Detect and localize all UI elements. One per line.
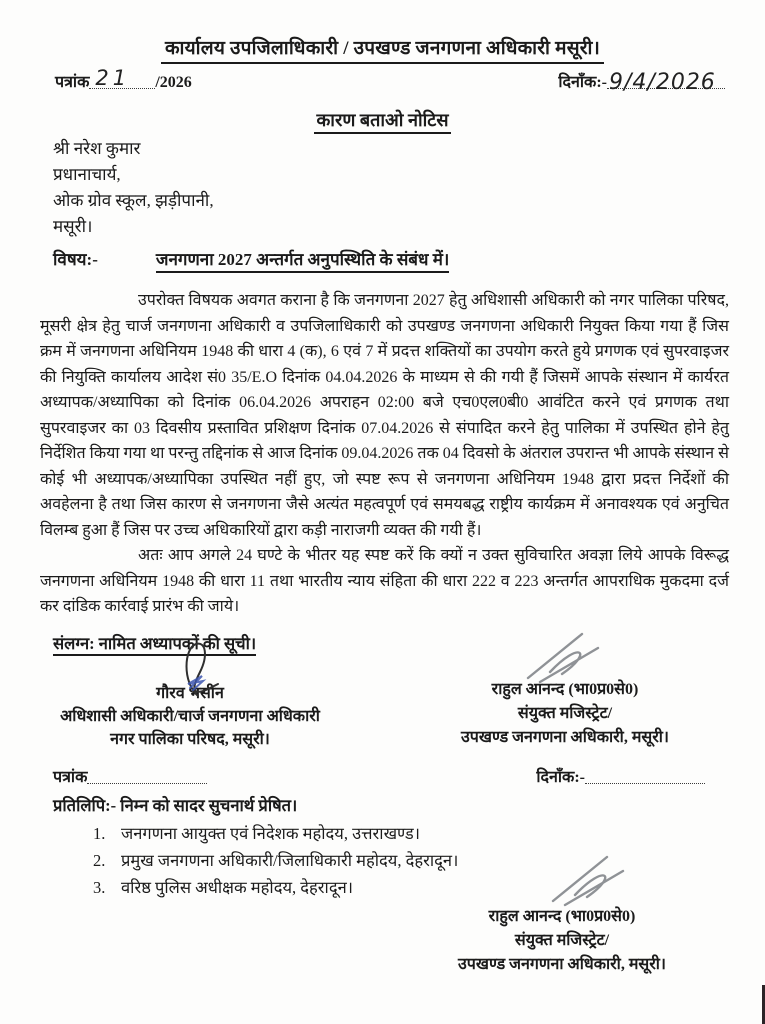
- recipient-item: [93, 874, 458, 901]
- footer-letter-number-dotted-line: [87, 783, 207, 784]
- footer-date-block: [536, 765, 705, 787]
- notice-title: [0, 108, 765, 132]
- signatory-right-designation-2: उपखण्ड जनगणना अधिकारी, मसूरी।: [461, 729, 669, 746]
- footer-meta-row: [53, 765, 705, 795]
- header-date-dotted-line: [607, 70, 725, 95]
- recipient-number: 1.: [93, 824, 106, 843]
- signatory-bottom-name: राहुल आनन्द (भा0प्र0से0): [488, 908, 636, 925]
- addressee-city: मसूरी।: [53, 217, 93, 236]
- body-paragraph-1: उपरोक्त विषयक अवगत कराना है कि जनगणना 2027 हेतु अधिशासी अधिकारी को नगर पालिका परिषद, मूसरी क्षेत्र हेतु चार्ज जनगणना अधिकारी व उपजिलाधिकारी को उपखण्ड जनगणना अधिकारी नियुक्त किया गया हैं जिस क्रम में जनगणना अधिनियम 1948 की धारा 4 (क), 6 एवं 7 में प्रदत्त शक्तियों का उपयोग करते हुये प्रगणक एवं सुपरवाइजर की नियुक्ति कार्यालय आदेश सं0 35/E.O दिनांक 04.04.2026 के माध्यम से की गयी हैं जिसमें आपके संस्थान में कार्यरत अध्यापक/अध्यापिका को दिनांक 06.04.2026 अपराहन 02:00 बजे एच0एल0बी0 आवंटित करने एवं प्रगणक तथा सुपरवाइजर का 03 दिवसीय प्रस्तावित प्रशिक्षण दिनांक 07.04.2026 से संपादित करने हेतु पालिका में उपस्थित होने हेतु निर्देशित किया गया था परन्तु तद्दिनांक से आज दिनांक 09.04.2026 तक 04 दिवसो के अंतराल उपरान्त भी आपके संस्थान से कोई भी अध्यापक/अध्यापिका उपस्थित नहीं हुए, जो स्पष्ट रूप से जनगणना अधिनियम 1948 द्वारा प्रदत्त निर्देशों की अवहेलना है तथा जिस कारण से जनगणना जैसे अत्यंत महत्वपूर्ण एवं समयबद्ध राष्ट्रीय कार्यक्रम में अनावश्यक एवं अनुचित विलम्ब हुआ हैं जिस पर उच्च अधिकारियों द्वारा कड़ी नाराजगी व्यक्त की गयी हैं।: [40, 292, 729, 539]
- subject-text: जनगणना 2027 अन्तर्गत अनुपस्थिति के संबंध में।: [156, 250, 449, 273]
- office-title-text: कार्यालय उपजिलाधिकारी / उपखण्ड जनगणना अधिकारी मसूरी।: [161, 38, 604, 64]
- addressee-designation: प्रधानाचार्य,: [53, 165, 121, 184]
- signature-ink-right-icon: [510, 626, 620, 690]
- header-date-label: दिनाँक:-: [558, 74, 607, 91]
- letter-number-label: पत्रांक: [55, 74, 90, 91]
- enclosure-text: संलग्न: नामित अध्यापकों की सूची।: [53, 634, 256, 656]
- signatory-left-designation-2: नगर पालिका परिषद, मसूरी।: [110, 731, 270, 748]
- recipient-text: वरिष्ठ पुलिस अधीक्षक महोदय, देहरादून।: [121, 878, 354, 897]
- signature-ink-left-icon: [160, 638, 250, 708]
- letter-number-year: /2026: [155, 74, 192, 91]
- recipient-item: [93, 847, 458, 874]
- recipient-number: 2.: [93, 851, 106, 870]
- office-title: [0, 34, 765, 60]
- recipient-number: 3.: [93, 878, 106, 897]
- letter-number-block: [55, 66, 192, 92]
- footer-date-dotted-line: [585, 783, 705, 784]
- header-date-block: [558, 70, 725, 95]
- signature-block-right: [415, 678, 715, 750]
- signature-ink-bottom-icon: [537, 847, 647, 913]
- header-date-handwritten-value: 9/4/2026: [609, 70, 716, 95]
- recipient-text: प्रमुख जनगणना अधिकारी/जिलाधिकारी महोदय, देहरादून।: [121, 851, 459, 870]
- subject-label: विषय:-: [53, 250, 98, 269]
- copy-to-text: निम्न को सादर सुचनार्थ प्रेषित।: [120, 796, 298, 815]
- signatory-right-name: राहुल आनन्द (भा0प्र0से0): [491, 681, 639, 698]
- addressee-name: श्री नरेश कुमार: [53, 139, 141, 158]
- signatory-right-designation-1: संयुक्त मजिस्ट्रेट/: [517, 705, 613, 722]
- header-meta-row: [55, 66, 725, 100]
- addressee-institution: ओक ग्रोव स्कूल, झड़ीपानी,: [53, 191, 214, 210]
- recipients-list: [93, 820, 458, 901]
- copy-to-label: प्रतिलिपि:-: [53, 796, 117, 815]
- signatory-left-name: गौरव भसीन: [156, 685, 224, 702]
- subject-line: [53, 247, 449, 270]
- signatory-bottom-designation-1: संयुक्त मजिस्ट्रेट/: [514, 932, 610, 949]
- signatory-left-designation-1: अधिशासी अधिकारी/चार्ज जनगणना अधिकारी: [60, 708, 320, 725]
- letter-number-dotted-line: [89, 66, 155, 90]
- signature-block-bottom: [407, 905, 717, 977]
- notice-title-text: कारण बताओ नोटिस: [314, 110, 450, 134]
- copy-to-line: [53, 793, 297, 816]
- addressee-block: [53, 136, 214, 240]
- signature-block-left: [40, 682, 340, 751]
- footer-letter-number-label: पत्रांक: [53, 769, 88, 786]
- recipient-text: जनगणना आयुक्त एवं निदेशक महोदय, उत्तराखण्ड।: [121, 824, 420, 843]
- recipient-item: [93, 820, 458, 847]
- body-paragraph-2: अतः आप अगले 24 घण्टे के भीतर यह स्पष्ट करें कि क्यों न उक्त सुविचारित अवज्ञा लिये आपके विरूद्ध जनगणना अधिनियम 1948 की धारा 11 तथा भारतीय न्याय संहिता की धारा 222 व 223 अन्तर्गत आपराधिक मुकदमा दर्ज कर दांडिक कार्रवाई प्रारंभ की जाये।: [40, 547, 729, 615]
- signatory-bottom-designation-2: उपखण्ड जनगणना अधिकारी, मसूरी।: [458, 956, 666, 973]
- footer-date-label: दिनाँक:-: [536, 769, 585, 786]
- letter-number-handwritten-value: 21: [95, 66, 131, 90]
